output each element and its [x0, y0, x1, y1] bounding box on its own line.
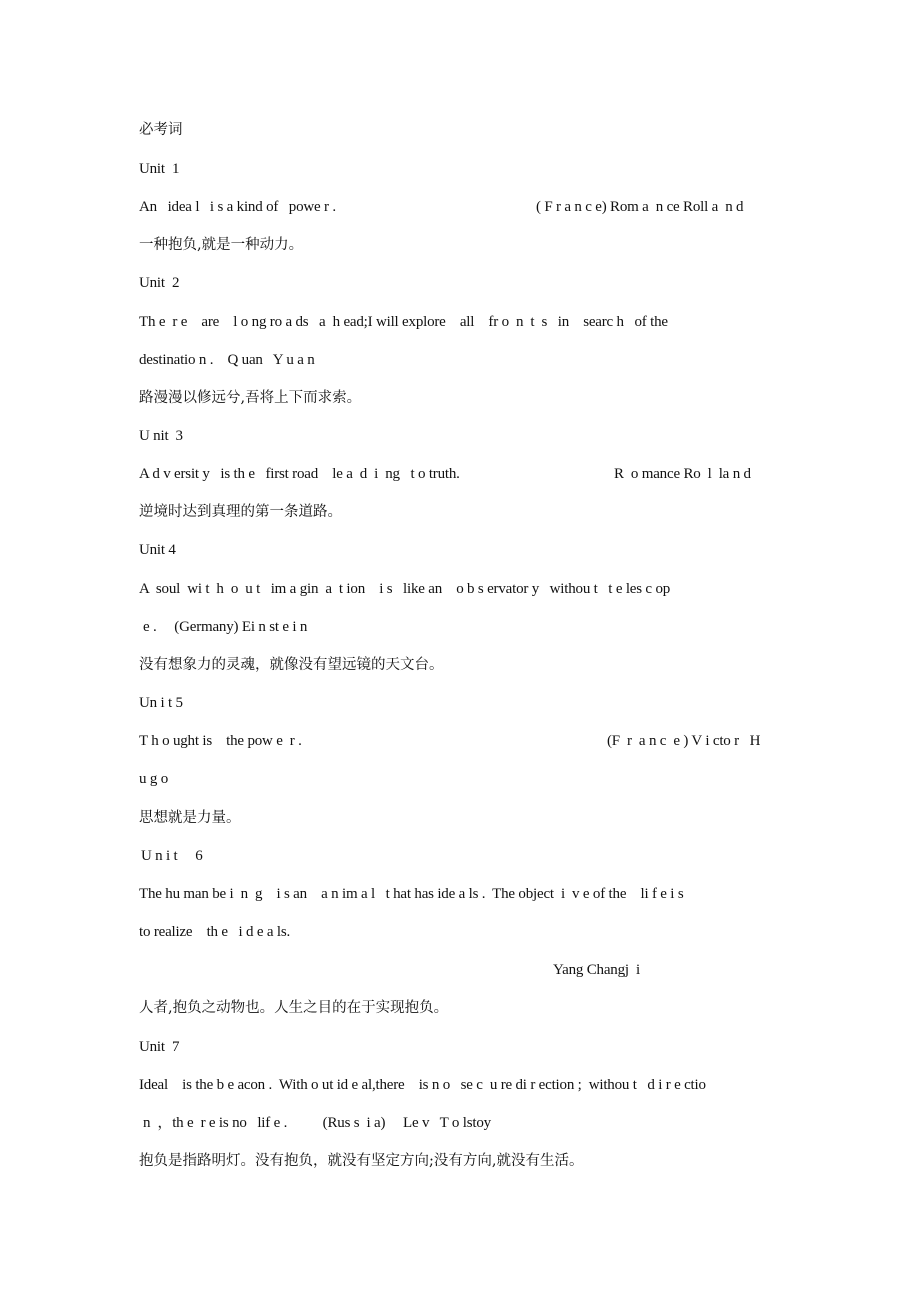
- unit-3-author: R o mance Ro l la n d: [614, 466, 751, 482]
- unit-6-heading: U n i t 6: [141, 848, 203, 864]
- document-title: 必考词: [139, 122, 183, 138]
- unit-7-quote-line-1: Ideal is the b e acon . With o ut id e al,there is n o se c u re di r ection ; withou t d i r e ctio: [139, 1077, 706, 1093]
- unit-5-author: (F r a n c e ) V i cto r H: [607, 733, 761, 749]
- unit-4-quote-line-2: e . (Germany) Ei n st e i n: [143, 619, 308, 635]
- unit-6-translation: 人者,抱负之动物也。人生之目的在于实现抱负。: [139, 1000, 449, 1016]
- unit-2-quote-line-2: destinatio n . Q uan Y u a n: [139, 352, 315, 368]
- unit-3-heading: U nit 3: [139, 428, 183, 444]
- unit-1-heading: Unit 1: [139, 161, 180, 177]
- unit-1-author: ( F r a n c e) Rom a n ce Roll a n d: [536, 199, 744, 215]
- unit-5-quote: T h o ught is the pow e r .: [139, 733, 302, 749]
- unit-6-quote-line-1: The hu man be i n g i s an a n im a l t hat has ide a ls . The object i v e of the li f e i s: [139, 886, 684, 902]
- unit-3-translation: 逆境时达到真理的第一条道路。: [139, 504, 342, 520]
- unit-5-heading: Un i t 5: [139, 695, 183, 711]
- unit-1-translation: 一种抱负,就是一种动力。: [139, 237, 304, 253]
- unit-7-quote-line-2: n ，th e r e is no lif e . (Rus s i a) Le v T o lstoy: [143, 1115, 491, 1131]
- unit-6-author: Yang Changj i: [553, 962, 640, 978]
- unit-4-translation: 没有想象力的灵魂，就像没有望远镜的天文台。: [139, 657, 444, 673]
- unit-5-author-cont: u g o: [139, 771, 169, 787]
- unit-3-quote: A d v ersit y is th e first road le a d i ng t o truth.: [139, 466, 460, 482]
- unit-1-quote: An idea l i s a kind of powe r .: [139, 199, 336, 215]
- unit-2-translation: 路漫漫以修远兮,吾将上下而求索。: [139, 390, 362, 406]
- unit-7-heading: Unit 7: [139, 1039, 180, 1055]
- unit-5-translation: 思想就是力量。: [139, 810, 241, 826]
- unit-2-heading: Unit 2: [139, 275, 180, 291]
- unit-4-heading: Unit 4: [139, 542, 176, 558]
- unit-2-quote-line-1: Th e r e are l o ng ro a ds a h ead;I will explore all fr o n t s in searc h of the: [139, 314, 668, 330]
- unit-7-translation: 抱负是指路明灯。没有抱负，就没有坚定方向;没有方向,就没有生活。: [139, 1153, 584, 1169]
- unit-6-quote-line-2: to realize th e i d e a ls.: [139, 924, 291, 940]
- unit-4-quote-line-1: A soul wi t h o u t im a gin a t ion i s like an o b s ervator y withou t t e les c op: [139, 581, 671, 597]
